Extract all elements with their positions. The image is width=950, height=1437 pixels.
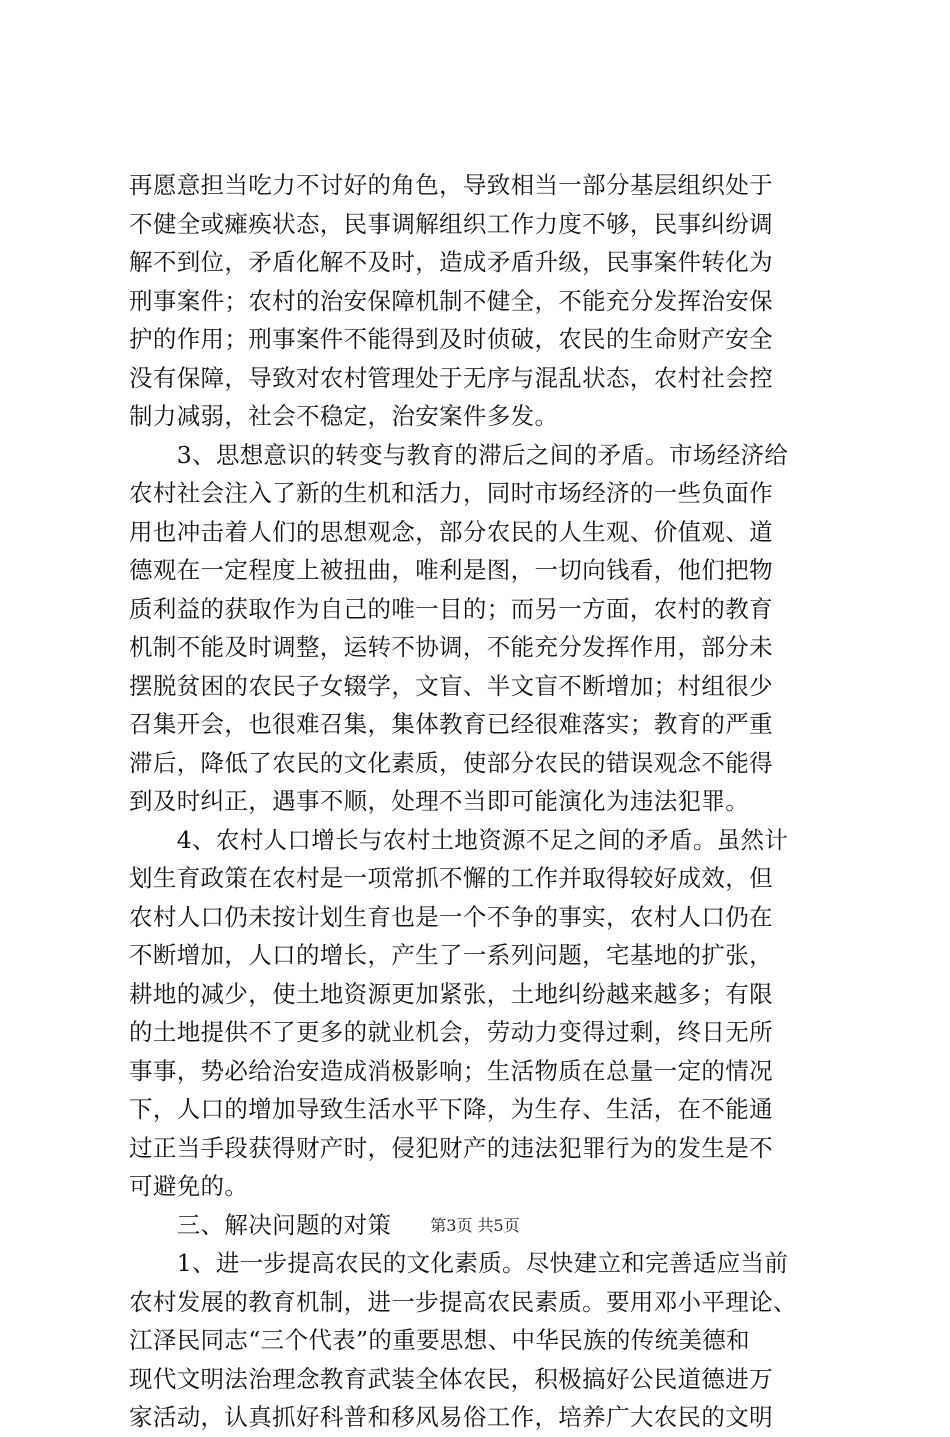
- text-line: 可避免的。: [129, 1172, 249, 1200]
- text-line: 三、解决问题的对策: [129, 1210, 392, 1239]
- document-body: [129, 166, 833, 1437]
- text-line: 不断增加，人口的增长，产生了一系列问题，宅基地的扩张，: [129, 941, 773, 969]
- text-line: 不健全或瘫痪状态，民事调解组织工作力度不够，民事纠纷调: [129, 209, 773, 238]
- text-line: 家活动，认真抓好科普和移风易俗工作，培养广大农民的文明: [129, 1403, 773, 1431]
- text-line: 再愿意担当吃力不讨好的角色，导致相当一部分基层组织处于: [129, 171, 773, 199]
- text-line: 农村社会注入了新的生机和活力，同时市场经济的一些负面作: [129, 479, 773, 507]
- text-line: 下，人口的增加导致生活水平下降，为生存、生活，在不能通: [129, 1095, 773, 1123]
- text-line: 过正当手段获得财产时，侵犯财产的违法犯罪行为的发生是不: [129, 1133, 773, 1162]
- text-line: 农村发展的教育机制，进一步提高农民素质。要用邓小平理论、: [129, 1287, 797, 1316]
- text-line: 3、思想意识的转变与教育的滞后之间的矛盾。市场经济给: [129, 440, 789, 469]
- text-line: 现代文明法治理念教育武装全体农民，积极搞好公民道德进万: [129, 1364, 773, 1393]
- text-line: 滞后，降低了农民的文化素质，使部分农民的错误观念不能得: [129, 748, 773, 777]
- text-line: 制力减弱，社会不稳定，治安案件多发。: [129, 402, 559, 430]
- text-line: 刑事案件；农村的治安保障机制不健全，不能充分发挥治安保: [129, 286, 773, 315]
- text-line: 没有保障，导致对农村管理处于无序与混乱状态，农村社会控: [129, 363, 773, 392]
- text-line: 到及时纠正，遇事不顺，处理不当即可能演化为违法犯罪。: [129, 787, 750, 815]
- text-line: 1、进一步提高农民的文化素质。尽快建立和完善适应当前: [129, 1249, 789, 1277]
- page-footer: 第3页 共5页: [430, 1216, 520, 1235]
- text-line: 用也冲击着人们的思想观念，部分农民的人生观、价值观、道: [129, 517, 773, 546]
- text-line: 江泽民同志“三个代表”的重要思想、中华民族的传统美德和: [129, 1326, 750, 1354]
- text-line: 4、农村人口增长与农村土地资源不足之间的矛盾。虽然计: [129, 825, 789, 854]
- text-line: 质利益的获取作为自己的唯一目的；而另一方面，农村的教育: [129, 594, 773, 623]
- text-line: 耕地的减少，使土地资源更加紧张，土地纠纷越来越多；有限: [129, 979, 773, 1008]
- text-line: 摆脱贫困的农民子女辍学，文盲、半文盲不断增加；村组很少: [129, 671, 773, 700]
- text-line: 划生育政策在农村是一项常抓不懈的工作并取得较好成效，但: [129, 864, 773, 892]
- text-line: 机制不能及时调整，运转不协调，不能充分发挥作用，部分未: [129, 633, 773, 661]
- text-line: 召集开会，也很难召集，集体教育已经很难落实；教育的严重: [129, 710, 773, 738]
- text-line: 解不到位，矛盾化解不及时，造成矛盾升级，民事案件转化为: [129, 248, 773, 276]
- text-line: 护的作用；刑事案件不能得到及时侦破，农民的生命财产安全: [129, 325, 773, 353]
- text-line: 事事，势必给治安造成消极影响；生活物质在总量一定的情况: [129, 1056, 773, 1085]
- text-line: 德观在一定程度上被扭曲，唯利是图，一切向钱看，他们把物: [129, 556, 773, 584]
- text-line: 农村人口仍未按计划生育也是一个不争的事实，农村人口仍在: [129, 902, 773, 931]
- text-line: 的土地提供不了更多的就业机会，劳动力变得过剩，终日无所: [129, 1018, 773, 1046]
